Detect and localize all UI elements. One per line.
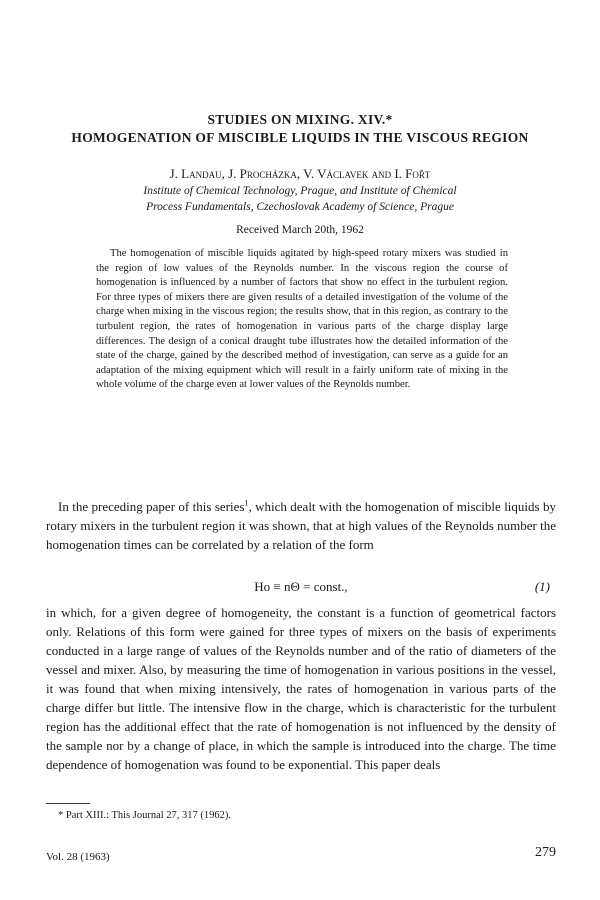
received-date: Received March 20th, 1962 (236, 224, 364, 236)
page-number: 279 (535, 845, 556, 860)
authors: J. Landau, J. Procházka, V. Václavek and I. Fořt (169, 166, 431, 181)
paragraph-1-text-a: In the preceding paper of this series (58, 499, 245, 514)
equation-number: (1) (534, 579, 550, 594)
title-line-2: HOMOGENATION OF MISCIBLE LIQUIDS IN THE VISCOUS REGION (71, 130, 529, 145)
affiliation-line-1: Institute of Chemical Technology, Prague, and Institute of Chemical (143, 185, 457, 197)
paragraph-2: in which, for a given degree of homogeneity, the constant is a function of geometrical factors only. Relations of this form were gained for three types of mixers on the basis of experiments conducted in a large range of values of the Reynolds number and of the ratio of diameters of the vessel and mixer. Also, by measuring the time of homogenation in various positions in the vessel, it was found that when mixing intensively, the rates of homogenation in various parts of the charge differ but little. The intensive flow in the charge, which is characteristic for the turbulent region has the additional effect that the rate of homogenation is not influenced by the density of the sample nor by a change of place, in which the sample is introduced into the charge. The time dependence of homogenation was found to be exponential. This paper deals (46, 605, 556, 772)
footnote-rule (46, 803, 90, 804)
affiliation-line-2: Process Fundamentals, Czechoslovak Academy of Science, Prague (146, 201, 454, 213)
paragraph-1-text-b: , which dealt with the homogenation of miscible liquids by rotary mixers in the turbulent region it was shown, that at high values of the Reynolds number the homogenation times can be correlated by a relation of the form (46, 499, 556, 552)
volume-info: Vol. 28 (1963) (46, 851, 110, 863)
footnote: * Part XIII.: This Journal 27, 317 (1962). (58, 810, 232, 821)
equation-expression: Ho ≡ nΘ = const., (254, 579, 348, 594)
title-line-1: STUDIES ON MIXING. XIV.* (207, 112, 393, 127)
reference-marker: 1 (244, 498, 249, 508)
paragraph-1 (46, 497, 556, 554)
abstract: The homogenation of miscible liquids agitated by high-speed rotary mixers was studied in the region of low values of the Reynolds number. In the viscous region the course of homogenation is influenced by a number of factors that show no effect in the turbulent region. For three types of mixers there are given results of a detailed investigation of the volume of the charge when mixing in the viscous region; the results show, that in this region, as contrary to the turbulent region, the rates of homogenation in various parts of the charge display large differences. The design of a conical draught tube illustrates how the detailed information of the state of the charge, gained by the described method of investigation, can serve as a guide for an adaptation of the mixing equipment which will result in a fairly uniform rate of mixing in the whole volume of the charge even at lower values of the Reynolds number. (96, 248, 508, 391)
equation-1 (46, 579, 556, 599)
